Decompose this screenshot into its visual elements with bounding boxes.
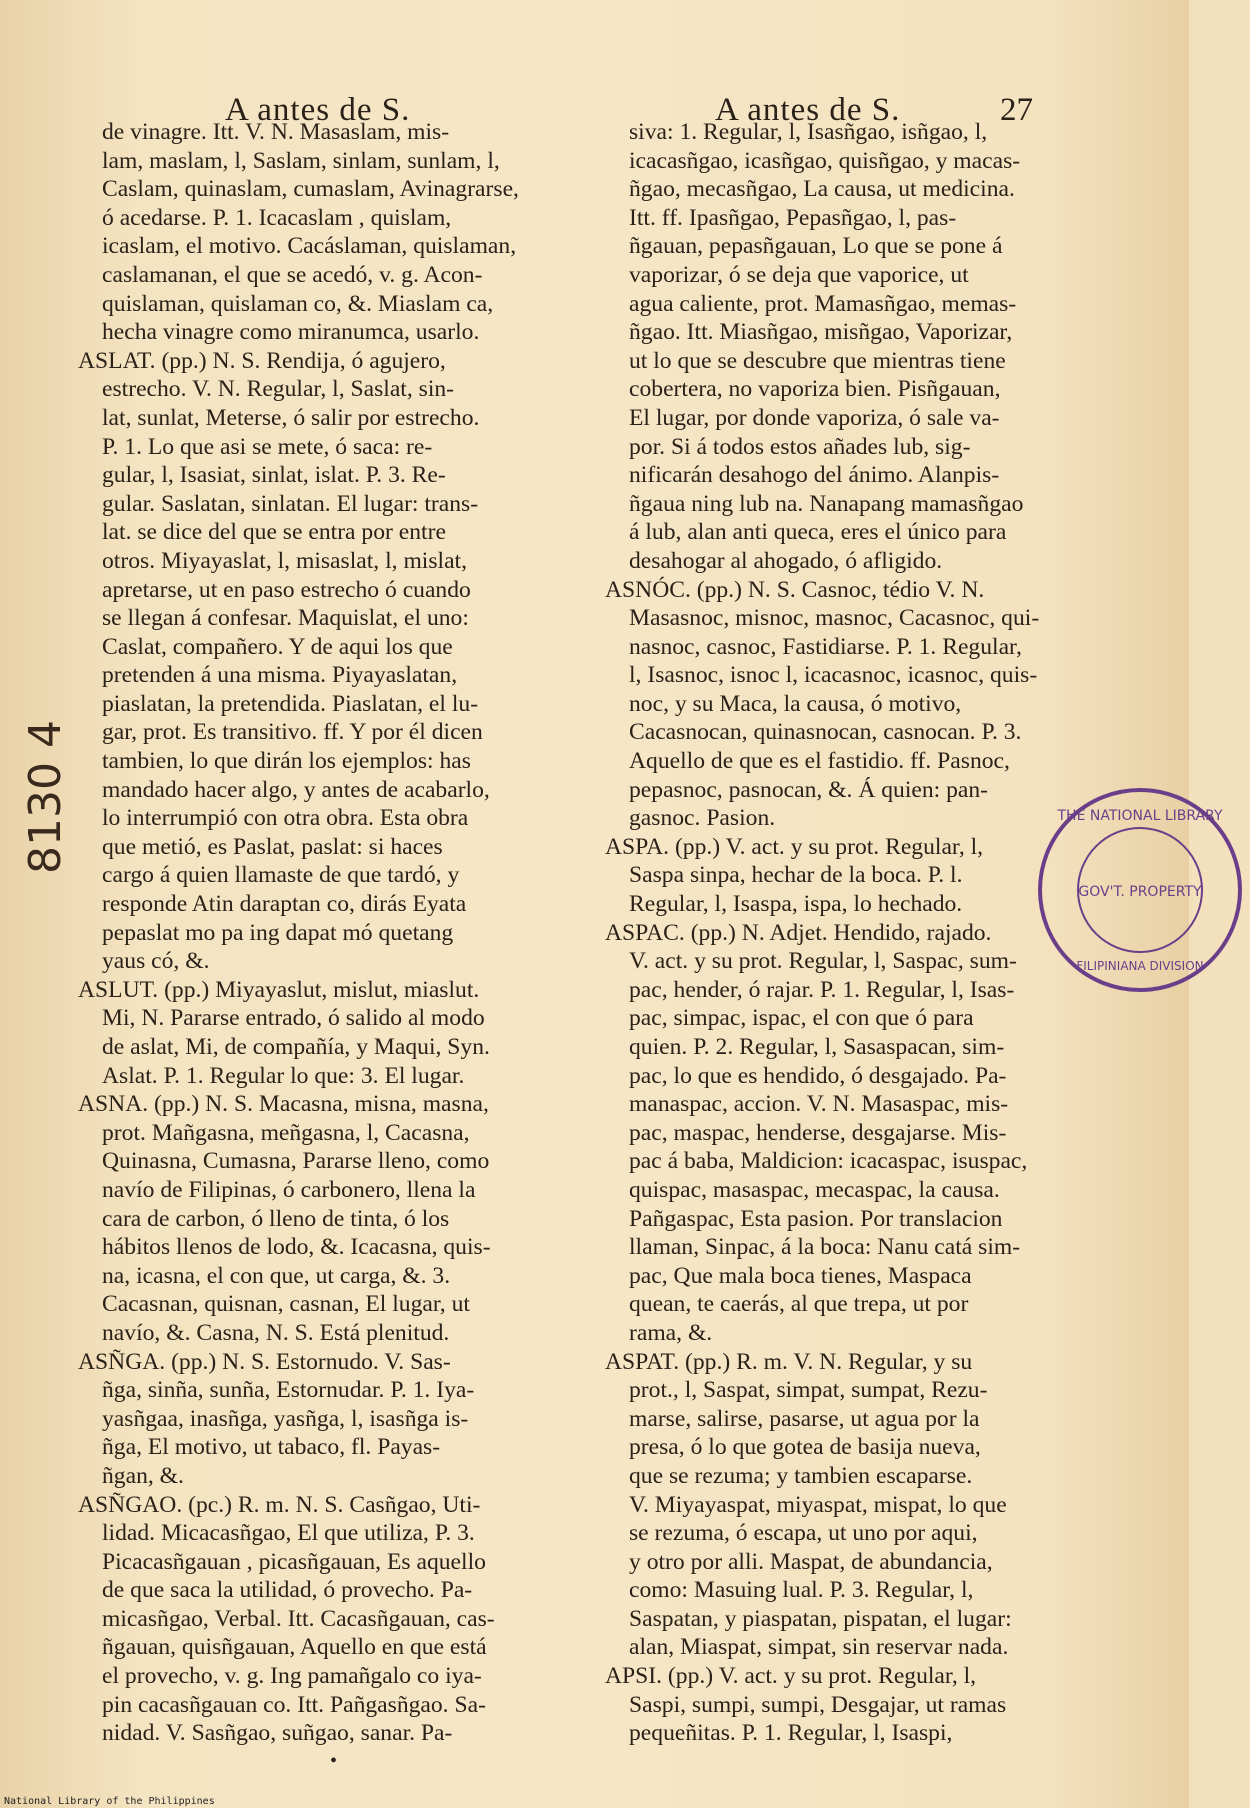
text-line: cobertera, no vaporiza bien. Pisñgauan, bbox=[629, 376, 1001, 403]
text-line: yaus có, &. bbox=[102, 948, 210, 975]
text-line: ñgao. Itt. Miasñgao, misñgao, Vaporizar, bbox=[629, 319, 1013, 346]
running-header-right: A antes de S. bbox=[715, 92, 901, 128]
text-line: el provecho, v. g. Ing pamañgalo co iya- bbox=[102, 1663, 482, 1690]
text-line: Pañgaspac, Esta pasion. Por translacion bbox=[629, 1205, 1003, 1232]
text-line: ñgao, mecasñgao, La causa, ut medicina. bbox=[629, 176, 1015, 203]
text-line: navío, &. Casna, N. S. Está plenitud. bbox=[102, 1319, 450, 1346]
text-line: estrecho. V. N. Regular, l, Saslat, sin- bbox=[102, 376, 455, 403]
text-line: pac, hender, ó rajar. P. 1. Regular, l, Isas- bbox=[629, 976, 1015, 1003]
text-line: Regular, l, Isaspa, ispa, lo hechado. bbox=[629, 891, 963, 918]
text-line: Aquello de que es el fastidio. ff. Pasnoc, bbox=[629, 748, 1010, 775]
text-line: noc, y su Maca, la causa, ó motivo, bbox=[629, 690, 962, 717]
text-line: responde Atin daraptan co, dirás Eyata bbox=[102, 891, 467, 918]
page-number: 27 bbox=[1000, 92, 1033, 128]
text-line: Saspa sinpa, hechar de la boca. P. l. bbox=[629, 862, 963, 889]
text-line: El lugar, por donde vaporiza, ó sale va- bbox=[629, 404, 1000, 431]
text-line: apretarse, ut en paso estrecho ó cuando bbox=[102, 576, 471, 603]
text-line: pepasnoc, pasnocan, &. Á quien: pan- bbox=[629, 776, 989, 803]
text-line: ñgauan, quisñgauan, Aquello en que está bbox=[102, 1634, 487, 1661]
text-line: y otro por alli. Maspat, de abundancia, bbox=[629, 1548, 993, 1575]
text-line: quien. P. 2. Regular, l, Sasaspacan, sim- bbox=[629, 1034, 1005, 1060]
text-line: por. Si á todos estos añades lub, sig- bbox=[629, 433, 971, 460]
text-line: caslamanan, el que se acedó, v. g. Acon- bbox=[102, 261, 483, 288]
text-line: Caslam, quinaslam, cumaslam, Avinagrarse, bbox=[102, 176, 519, 203]
text-line: de que saca la utilidad, ó provecho. Pa- bbox=[102, 1577, 473, 1604]
text-line: ñgan, &. bbox=[102, 1462, 184, 1489]
text-line: se llegan á confesar. Maquislat, el uno: bbox=[102, 605, 469, 632]
text-line: á lub, alan anti queca, eres el único para bbox=[629, 519, 1007, 546]
text-line: mandado hacer algo, y antes de acabarlo, bbox=[102, 776, 490, 803]
text-line: quispac, masaspac, mecaspac, la causa. bbox=[629, 1176, 1000, 1203]
text-line: ñga, El motivo, ut tabaco, fl. Payas- bbox=[102, 1434, 441, 1461]
text-line: pac, simpac, ispac, el con que ó para bbox=[629, 1005, 974, 1032]
text-line: gasnoc. Pasion. bbox=[629, 805, 776, 832]
text-line: que se rezuma; y tambien escaparse. bbox=[629, 1462, 973, 1489]
text-line: pequeñitas. P. 1. Regular, l, Isaspi, bbox=[629, 1720, 953, 1747]
text-line: Masasnoc, misnoc, masnoc, Cacasnoc, qui- bbox=[629, 605, 1040, 632]
text-line: micasñgao, Verbal. Itt. Cacasñgauan, cas- bbox=[102, 1605, 495, 1632]
ornament-dot: • bbox=[330, 1750, 338, 1772]
text-line: agua caliente, prot. Mamasñgao, memas- bbox=[629, 290, 1017, 317]
text-line: se rezuma, ó escapa, ut uno por aqui, bbox=[629, 1520, 978, 1547]
text-line: pac, maspac, henderse, desgajarse. Mis- bbox=[629, 1119, 1007, 1146]
text-line: que metió, es Paslat, paslat: si haces bbox=[102, 833, 443, 860]
left-column bbox=[78, 118, 538, 1748]
text-line: cara de carbon, ó lleno de tinta, ó los bbox=[102, 1205, 450, 1232]
text-line: V. Miyayaspat, miyaspat, mispat, lo que bbox=[629, 1491, 1007, 1518]
text-line: prot., l, Saspat, simpat, sumpat, Rezu- bbox=[629, 1377, 988, 1404]
text-line: ASPAT. (pp.) R. m. V. N. Regular, y su bbox=[605, 1348, 973, 1375]
text-line: desahogar al ahogado, ó afligido. bbox=[629, 547, 943, 574]
text-line: prot. Mañgasna, meñgasna, l, Cacasna, bbox=[102, 1119, 470, 1146]
text-line: siva: 1. Regular, l, Isasñgao, isñgao, l, bbox=[629, 119, 988, 145]
text-line: Cacasnocan, quinasnocan, casnocan. P. 3. bbox=[629, 719, 1022, 746]
text-line: ASNA. (pp.) N. S. Macasna, misna, masna, bbox=[78, 1091, 489, 1118]
text-line: cargo á quien llamaste de que tardó, y bbox=[102, 862, 460, 889]
running-header-left: A antes de S. bbox=[225, 92, 411, 128]
text-line: Aslat. P. 1. Regular lo que: 3. El lugar. bbox=[102, 1062, 465, 1089]
text-line: na, icasna, el con que, ut carga, &. 3. bbox=[102, 1262, 451, 1289]
text-line: pac, Que mala boca tienes, Maspaca bbox=[629, 1262, 972, 1289]
handwritten-margin-note: 8130 4 bbox=[20, 720, 71, 874]
text-line: de vinagre. Itt. V. N. Masaslam, mis- bbox=[102, 119, 450, 145]
text-line: nasnoc, casnoc, Fastidiarse. P. 1. Regular, bbox=[629, 633, 1022, 660]
text-line: rama, &. bbox=[629, 1319, 713, 1346]
text-line: como: Masuing lual. P. 3. Regular, l, bbox=[629, 1577, 974, 1604]
text-line: pin cacasñgauan co. Itt. Pañgasñgao. Sa- bbox=[102, 1691, 486, 1718]
text-line: pretenden á una misma. Piyayaslatan, bbox=[102, 662, 458, 689]
text-line: hecha vinagre como miranumca, usarlo. bbox=[102, 319, 480, 346]
text-line: ASÑGAO. (pc.) R. m. N. S. Casñgao, Uti- bbox=[78, 1491, 481, 1518]
text-line: ASPAC. (pp.) N. Adjet. Hendido, rajado. bbox=[605, 919, 992, 946]
text-line: pac á baba, Maldicion: icacaspac, isuspac, bbox=[629, 1148, 1028, 1175]
footer-credit: National Library of the Philippines bbox=[4, 1796, 215, 1807]
stamp-top-text: THE NATIONAL LIBRARY bbox=[1057, 808, 1223, 824]
text-line: alan, Miaspat, simpat, sin reservar nada. bbox=[629, 1634, 1009, 1661]
text-line: Itt. ff. Ipasñgao, Pepasñgao, l, pas- bbox=[629, 204, 957, 231]
text-line: ñgauan, pepasñgauan, Lo que se pone á bbox=[629, 233, 1003, 260]
text-line: de aslat, Mi, de compañía, y Maqui, Syn. bbox=[102, 1034, 490, 1060]
text-line: ASLUT. (pp.) Miyayaslut, mislut, miaslut. bbox=[78, 976, 480, 1003]
text-line: gar, prot. Es transitivo. ff. Y por él dicen bbox=[102, 719, 483, 746]
stamp-bottom-text: FILIPINIANA DIVISION bbox=[1076, 959, 1204, 973]
text-line: Cacasnan, quisnan, casnan, El lugar, ut bbox=[102, 1291, 470, 1318]
text-line: vaporizar, ó se deja que vaporice, ut bbox=[629, 261, 969, 288]
right-column bbox=[605, 118, 1045, 1748]
text-line: l, Isasnoc, isnoc l, icacasnoc, icasnoc, quis- bbox=[629, 662, 1038, 689]
text-line: lat. se dice del que se entra por entre bbox=[102, 519, 446, 546]
text-line: ASPA. (pp.) V. act. y su prot. Regular, l, bbox=[605, 833, 984, 860]
text-line: pepaslat mo pa ing dapat mó quetang bbox=[102, 919, 454, 946]
text-line: Saspi, sumpi, sumpi, Desgajar, ut ramas bbox=[629, 1691, 1007, 1718]
text-line: navío de Filipinas, ó carbonero, llena la bbox=[102, 1176, 476, 1203]
text-line: llaman, Sinpac, á la boca: Nanu catá sim- bbox=[629, 1234, 1021, 1261]
text-line: ASNÓC. (pp.) N. S. Casnoc, tédio V. N. bbox=[605, 576, 985, 603]
stamp-middle-text: GOV'T. PROPERTY bbox=[1078, 884, 1202, 900]
text-line: Saspatan, y piaspatan, pispatan, el lugar: bbox=[629, 1605, 1012, 1632]
text-line: otros. Miyayaslat, l, misaslat, l, mislat, bbox=[102, 547, 468, 574]
text-line: hábitos llenos de lodo, &. Icacasna, quis- bbox=[102, 1234, 491, 1261]
text-line: gular, l, Isasiat, sinlat, islat. P. 3. Re- bbox=[102, 462, 446, 489]
text-line: nificarán desahogo del ánimo. Alanpis- bbox=[629, 462, 1000, 489]
text-line: lidad. Micacasñgao, El que utiliza, P. 3. bbox=[102, 1520, 475, 1547]
text-line: yasñgaa, inasñga, yasñga, l, isasñga is- bbox=[102, 1405, 469, 1432]
text-line: quislaman, quislaman co, &. Miaslam ca, bbox=[102, 290, 494, 317]
text-line: manaspac, accion. V. N. Masaspac, mis- bbox=[629, 1091, 1009, 1118]
text-line: nidad. V. Sasñgao, suñgao, sanar. Pa- bbox=[102, 1720, 453, 1747]
text-line: presa, ó lo que gotea de basija nueva, bbox=[629, 1434, 981, 1461]
text-line: ASLAT. (pp.) N. S. Rendija, ó agujero, bbox=[78, 347, 446, 374]
text-line: ó acedarse. P. 1. Icacaslam , quislam, bbox=[102, 204, 452, 231]
text-line: ñgaua ning lub na. Nanapang mamasñgao bbox=[629, 490, 1024, 517]
text-line: marse, salirse, pasarse, ut agua por la bbox=[629, 1405, 980, 1432]
text-line: tambien, lo que dirán los ejemplos: has bbox=[102, 748, 471, 775]
text-line: icacasñgao, icasñgao, quisñgao, y macas- bbox=[629, 147, 1021, 174]
text-line: ASÑGA. (pp.) N. S. Estornudo. V. Sas- bbox=[78, 1348, 451, 1375]
text-line: APSI. (pp.) V. act. y su prot. Regular, l, bbox=[605, 1663, 977, 1690]
text-line: gular. Saslatan, sinlatan. El lugar: trans- bbox=[102, 490, 479, 517]
text-line: piaslatan, la pretendida. Piaslatan, el lu- bbox=[102, 690, 479, 717]
text-line: quean, te caerás, al que trepa, ut por bbox=[629, 1291, 969, 1318]
text-line: icaslam, el motivo. Cacáslaman, quislaman, bbox=[102, 233, 517, 260]
text-line: P. 1. Lo que asi se mete, ó saca: re- bbox=[102, 433, 433, 460]
text-line: pac, lo que es hendido, ó desgajado. Pa- bbox=[629, 1062, 1007, 1089]
text-line: lat, sunlat, Meterse, ó salir por estrecho. bbox=[102, 404, 480, 431]
text-line: Caslat, compañero. Y de aqui los que bbox=[102, 633, 453, 660]
text-line: lo interrumpió con otra obra. Esta obra bbox=[102, 805, 469, 832]
text-line: Quinasna, Cumasna, Pararse lleno, como bbox=[102, 1148, 490, 1175]
text-line: Mi, N. Pararse entrado, ó salido al modo bbox=[102, 1005, 485, 1032]
text-line: Picacasñgauan , picasñgauan, Es aquello bbox=[102, 1548, 486, 1575]
text-line: lam, maslam, l, Saslam, sinlam, sunlam, l, bbox=[102, 147, 500, 174]
library-stamp bbox=[1030, 780, 1250, 1000]
text-line: ñga, sinña, sunña, Estornudar. P. 1. Iya- bbox=[102, 1377, 475, 1404]
text-line: ut lo que se descubre que mientras tiene bbox=[629, 347, 1006, 374]
text-line: V. act. y su prot. Regular, l, Saspac, sum- bbox=[629, 948, 1017, 975]
